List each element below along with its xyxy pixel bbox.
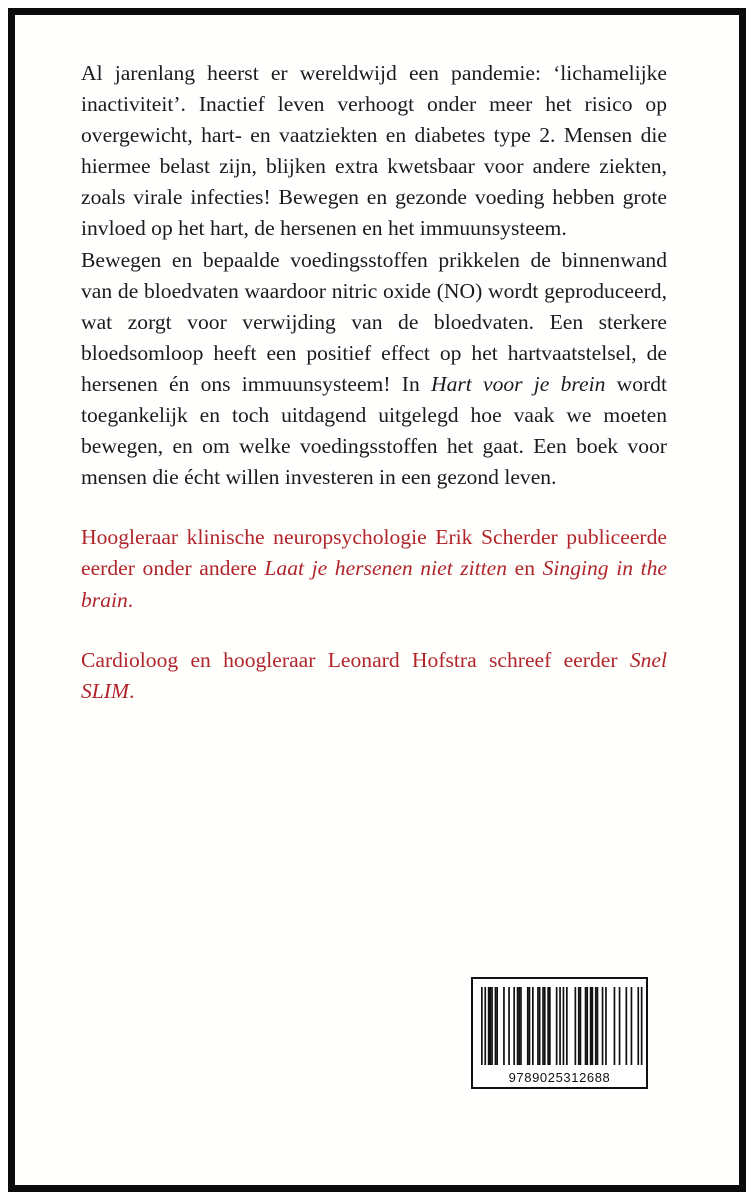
barcode-bar [626, 987, 628, 1065]
barcode-bar [488, 987, 490, 1065]
barcode-bar [513, 987, 515, 1065]
author-bio-hofstra-period: . [129, 678, 135, 703]
author-bio-scherder-period: . [127, 587, 134, 612]
barcode-bar [503, 987, 505, 1065]
blurb-p2-text-end: wordt toegankelijk en toch uitdagend uitgelegd hoe vaak we moeten bewegen, en om welke voedingsstoffen het gaat. Een boek voor mensen die écht willen investeren in een gezond leven. [81, 371, 668, 490]
barcode-bar [586, 987, 588, 1065]
barcode-bar [544, 987, 546, 1065]
barcode-bar [585, 987, 587, 1065]
blurb-p2-text-start: Bewegen en bepaalde voedingsstoffen prikkelen de binnenwand van de bloedvaten waardoor nitric oxide (NO) wordt geproduceerd, wat zorgt voor verwijding van de bloedvaten. Een sterkere bloedsomloop heeft een positief effect op het hartvaatstelsel, de hersenen én ons immuunsysteem! In [81, 247, 667, 396]
blurb-paragraph-2 [81, 245, 667, 494]
barcode-bar [597, 987, 599, 1065]
barcode-bar [619, 987, 621, 1065]
barcode-bar [578, 987, 580, 1065]
barcode-bar [549, 987, 551, 1065]
barcode-bar [637, 987, 639, 1065]
barcode-bar [595, 987, 597, 1065]
barcode-bar [602, 987, 604, 1065]
back-cover-text [81, 58, 667, 707]
barcode-bar [556, 987, 558, 1065]
barcode [471, 977, 648, 1089]
isbn-number: 9789025312688 [508, 1070, 611, 1085]
barcode-bar [520, 987, 522, 1065]
barcode-bar [481, 987, 483, 1065]
barcode-bar [539, 987, 541, 1065]
barcode-bar [508, 987, 510, 1065]
barcode-bar [590, 987, 592, 1065]
barcode-bar [517, 987, 519, 1065]
barcode-bar [542, 987, 544, 1065]
barcode-bar [614, 987, 616, 1065]
barcode-bar [563, 987, 565, 1065]
barcode-bar [547, 987, 549, 1065]
barcode-bar [592, 987, 594, 1065]
barcode-bar [559, 987, 561, 1065]
barcode-bar [631, 987, 633, 1065]
barcode-bar [529, 987, 531, 1065]
author-bio-hofstra-text: Cardioloog en hoogleraar Leonard Hofstra schreef eerder [81, 647, 630, 672]
barcode-bar [495, 987, 497, 1065]
book-title-snel-slim: Snel SLIM [81, 647, 667, 703]
book-title-singing-in-the-brain: Singing in the brain [81, 556, 667, 612]
book-title-hart-voor-je-brein: Hart voor je brein [430, 371, 606, 396]
barcode-bar [575, 987, 577, 1065]
barcode-bar [537, 987, 539, 1065]
barcode-bar [518, 987, 520, 1065]
author-bio-hofstra [81, 645, 667, 707]
author-bio-scherder-conjunction: en [507, 556, 543, 581]
barcode-bar [496, 987, 498, 1065]
barcode-bar [527, 987, 529, 1065]
barcode-bar [484, 987, 486, 1065]
barcode-bar [580, 987, 582, 1065]
author-bio-scherder [81, 522, 667, 615]
barcode-bar [491, 987, 493, 1065]
author-bio-scherder-text: Hoogleraar klinische neuropsychologie Erik Scherder publiceerde eerder onder andere [81, 525, 667, 581]
barcode-bar [490, 987, 492, 1065]
blurb-paragraph-1: Al jarenlang heerst er wereldwijd een pandemie: ‘lichamelijke inactiviteit’. Inactief leven verhoogt onder meer het risico op overgewicht, hart- en vaatziekten en diabetes type 2. Mensen die hiermee belast zijn, blijken extra kwetsbaar voor andere ziekten, zoals virale infecties! Bewegen en gezonde voeding hebben grote invloed op het hart, de hersenen en het immuunsysteem. [81, 61, 667, 241]
barcode-bars [473, 979, 646, 1071]
barcode-bar [641, 987, 643, 1065]
barcode-bar [532, 987, 534, 1065]
barcode-bar [566, 987, 568, 1065]
barcode-bar [605, 987, 607, 1065]
book-title-laat-je-hersenen: Laat je hersenen niet zitten [264, 556, 508, 581]
